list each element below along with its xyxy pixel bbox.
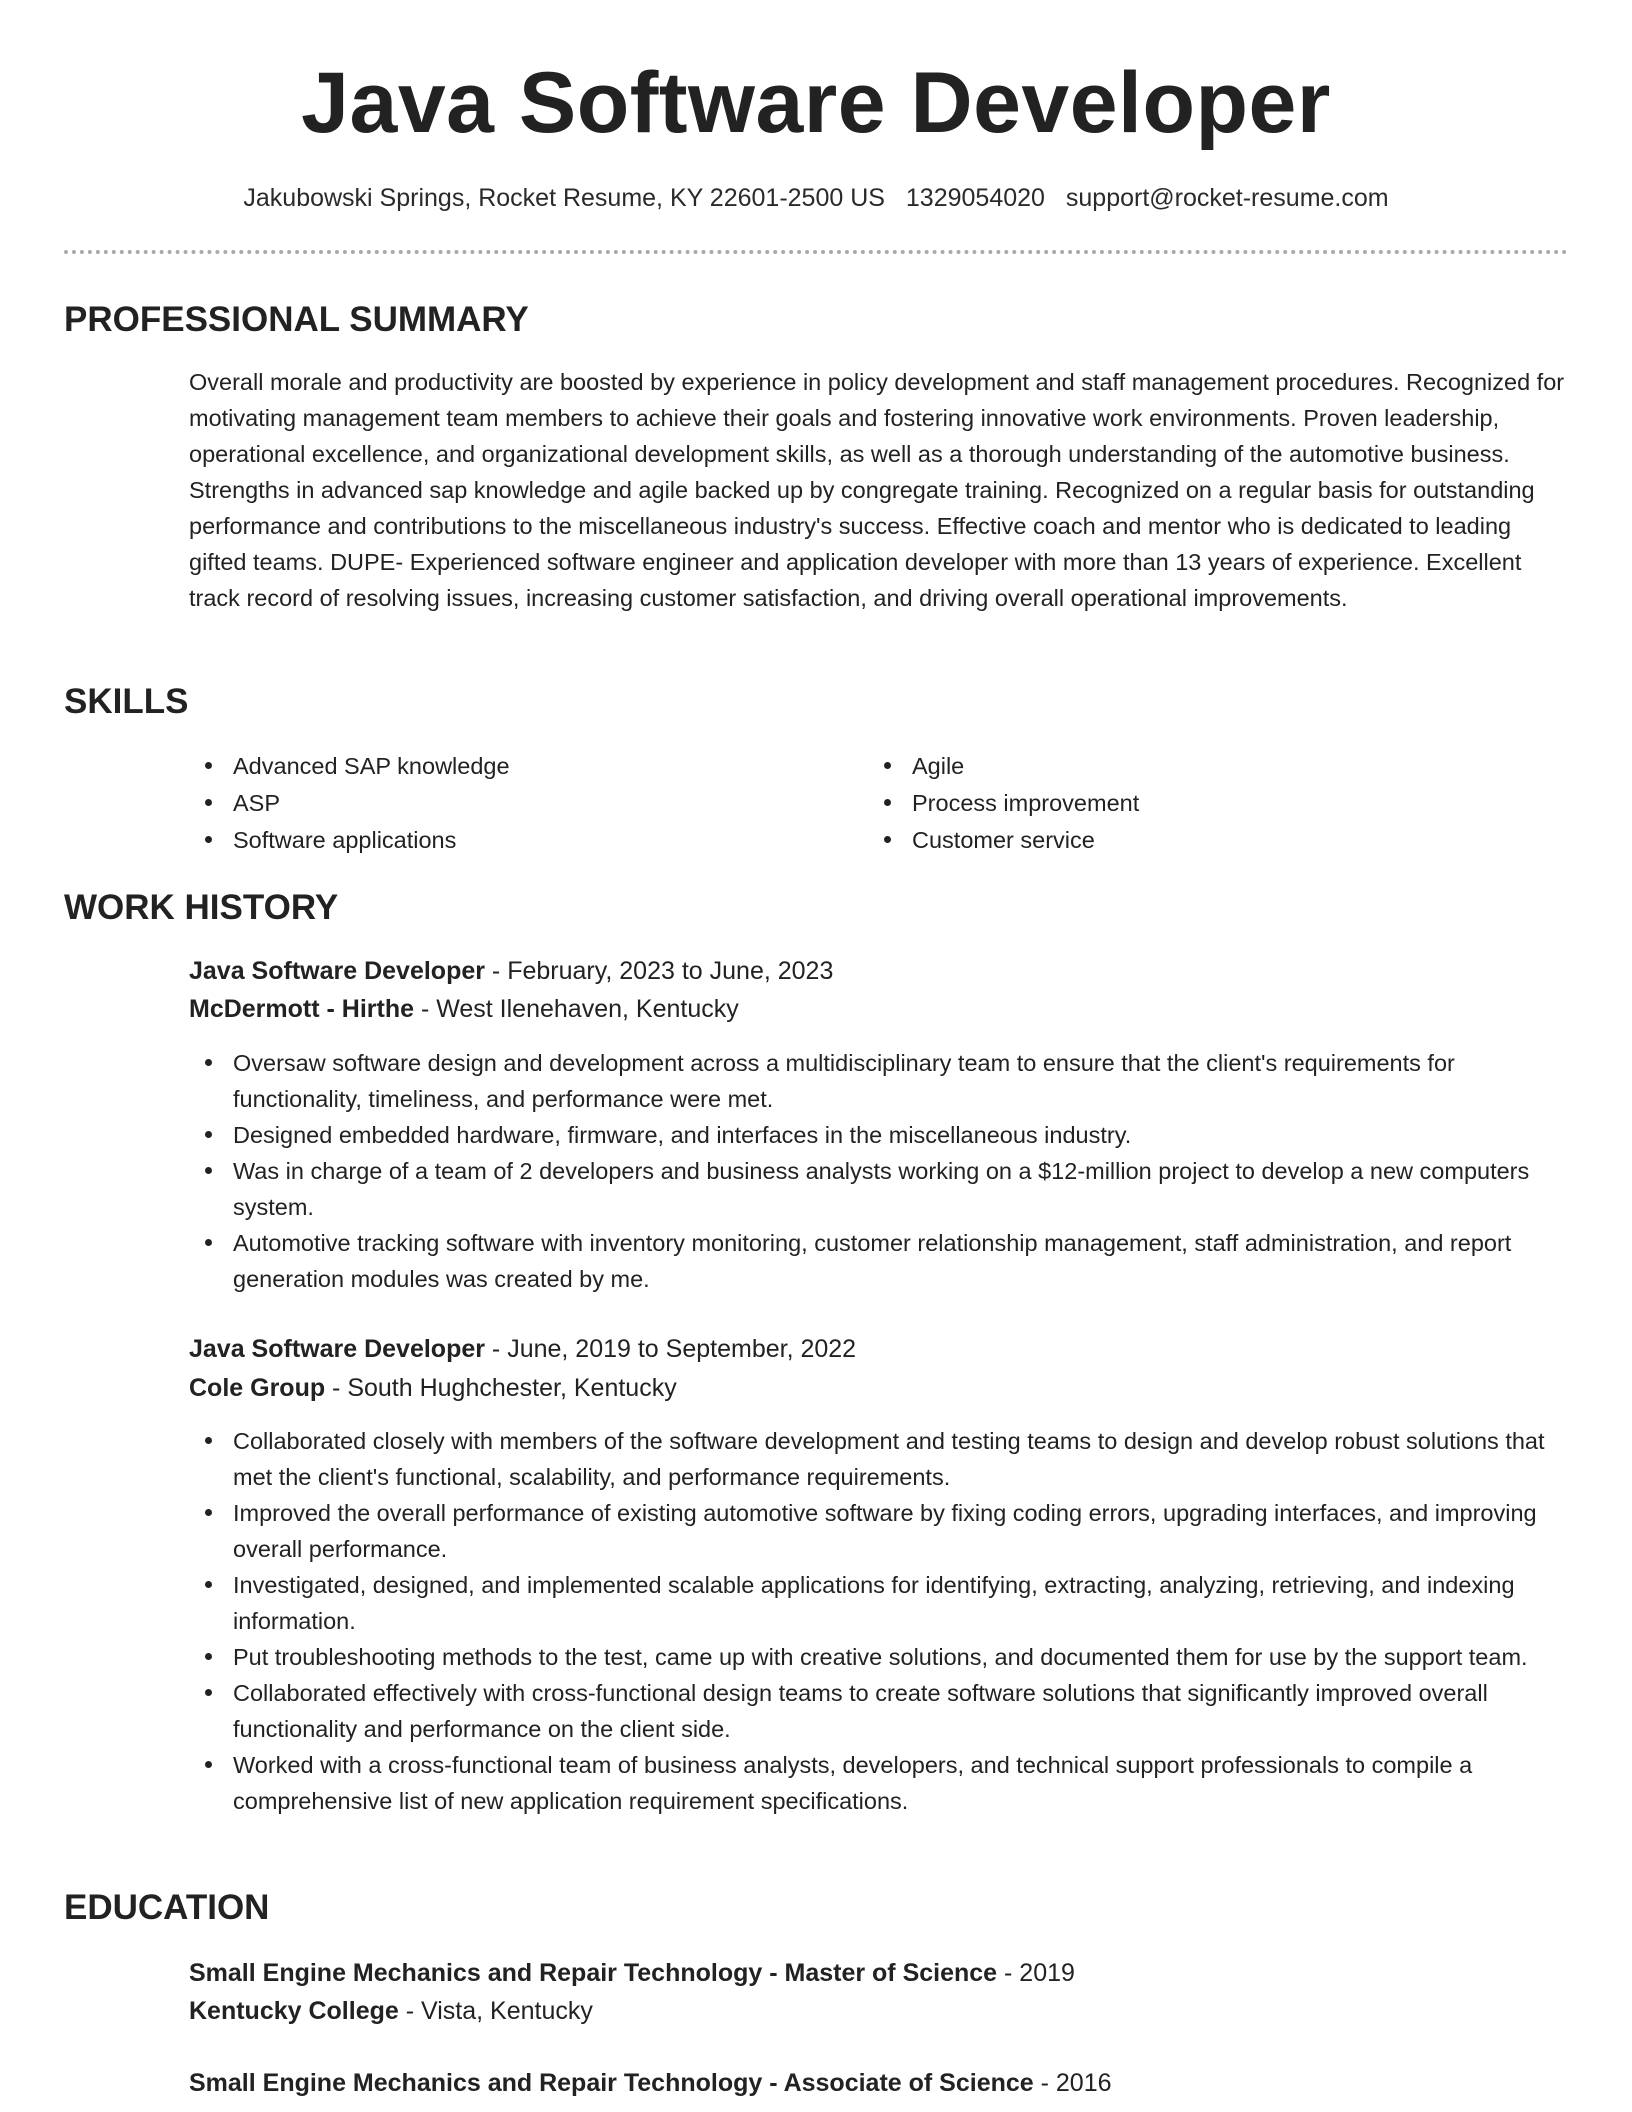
list-item: Automotive tracking software with inventory monitoring, customer relationship management, staff administration, and report generation modules was created by me. xyxy=(189,1225,1569,1297)
list-item: Improved the overall performance of existing automotive software by fixing coding errors, upgrading interfaces, and improving overall performance. xyxy=(189,1495,1569,1567)
skill-item: Software applications xyxy=(189,822,829,859)
list-item: Oversaw software design and development across a multidisciplinary team to ensure that the client's requirements for functionality, timeliness, and performance were met. xyxy=(189,1045,1569,1117)
job-company: Cole Group xyxy=(189,1374,326,1402)
contact-address: Jakubowski Springs, Rocket Resume, KY 22601-2500 US xyxy=(243,184,885,212)
job-dates: - February, 2023 to June, 2023 xyxy=(484,957,834,985)
list-item: Investigated, designed, and implemented scalable applications for identifying, extracting, analyzing, retrieving, and indexing information. xyxy=(189,1567,1569,1639)
skills-left-column xyxy=(189,748,829,859)
job-dates: - June, 2019 to September, 2022 xyxy=(484,1335,857,1363)
list-item: Worked with a cross-functional team of business analysts, developers, and technical support professionals to compile a comprehensive list of new application requirement specifications. xyxy=(189,1747,1569,1819)
header-divider xyxy=(64,250,1568,254)
list-item: Designed embedded hardware, firmware, and interfaces in the miscellaneous industry. xyxy=(189,1117,1569,1153)
skill-item: Agile xyxy=(868,748,1508,785)
skill-item: Customer service xyxy=(868,822,1508,859)
job-title-line xyxy=(189,1330,856,1368)
job-company-line xyxy=(189,990,739,1028)
summary-text: Overall morale and productivity are boosted by experience in policy development and staff management procedures. Recognized for motivating management team members to achieve their goals and fostering innovative work environments. Proven leadership, operational excellence, and organizational development skills, as well as a thorough understanding of the automotive business. Strengths in advanced sap knowledge and agile backed up by congregate training. Recognized on a regular basis for outstanding performance and contributions to the miscellaneous industry's success. Effective coach and mentor who is dedicated to leading gifted teams. DUPE- Experienced software engineer and application developer with more than 13 years of experience. Excellent track record of resolving issues, increasing customer satisfaction, and driving overall operational improvements. xyxy=(189,369,1565,611)
education-location: - Vista, Kentucky xyxy=(398,1997,593,2025)
job-company-line xyxy=(189,1369,677,1407)
education-year: - 2019 xyxy=(997,1959,1075,1987)
job-title-line xyxy=(189,952,833,990)
list-item: Put troubleshooting methods to the test, came up with creative solutions, and documented them for use by the support team. xyxy=(189,1639,1569,1675)
education-degree-line xyxy=(189,1954,1075,1992)
job-location: - West Ilenehaven, Kentucky xyxy=(414,995,739,1023)
job-bullets xyxy=(189,1045,1569,1297)
contact-line xyxy=(0,178,1632,218)
education-degree: Small Engine Mechanics and Repair Technology - Associate of Science xyxy=(189,2069,1034,2097)
job-bullets xyxy=(189,1423,1569,1819)
job-company: McDermott - Hirthe xyxy=(189,995,415,1023)
skills-right-column xyxy=(868,748,1508,859)
skill-item: Advanced SAP knowledge xyxy=(189,748,829,785)
education-heading: EDUCATION xyxy=(64,1888,270,1927)
skill-item: ASP xyxy=(189,785,829,822)
job-location: - South Hughchester, Kentucky xyxy=(325,1374,677,1402)
job-title: Java Software Developer xyxy=(189,957,485,985)
job-title: Java Software Developer xyxy=(189,1335,485,1363)
education-degree-line xyxy=(189,2064,1112,2102)
list-item: Collaborated closely with members of the software development and testing teams to design and develop robust solutions that met the client's functional, scalability, and performance requirements. xyxy=(189,1423,1569,1495)
contact-email: support@rocket-resume.com xyxy=(1065,184,1389,212)
education-school-line xyxy=(189,1992,593,2030)
education-year: - 2016 xyxy=(1033,2069,1112,2097)
list-item: Was in charge of a team of 2 developers and business analysts working on a $12-million project to develop a new computers system. xyxy=(189,1153,1569,1225)
work-history-heading: WORK HISTORY xyxy=(64,888,339,927)
list-item: Collaborated effectively with cross-functional design teams to create software solutions that significantly improved overall functionality and performance on the client side. xyxy=(189,1675,1569,1747)
summary-heading: PROFESSIONAL SUMMARY xyxy=(64,300,529,339)
candidate-name: Java Software Developer xyxy=(301,55,1331,151)
skills-heading: SKILLS xyxy=(64,682,189,721)
contact-phone: 1329054020 xyxy=(905,184,1045,212)
education-school: Kentucky College xyxy=(189,1997,399,2025)
skill-item: Process improvement xyxy=(868,785,1508,822)
education-degree: Small Engine Mechanics and Repair Technology - Master of Science xyxy=(189,1959,998,1987)
